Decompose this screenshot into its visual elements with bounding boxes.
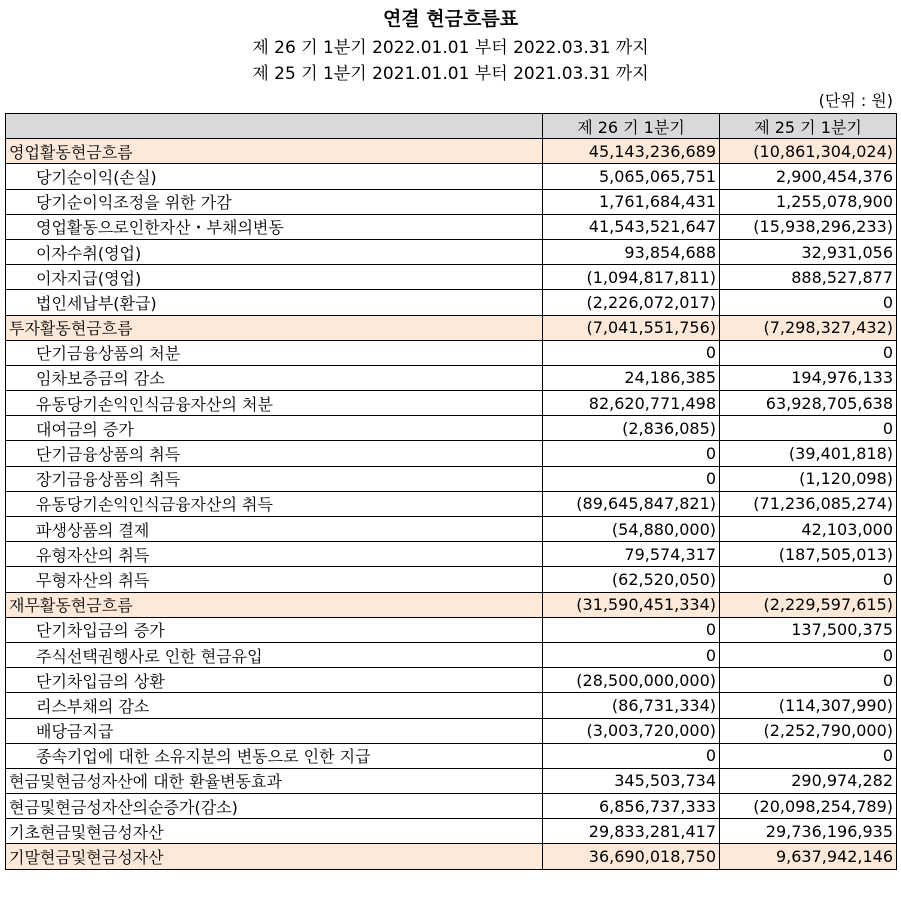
table-row	[6, 441, 897, 466]
value-current: (62,520,050)	[543, 567, 720, 592]
table-row	[6, 642, 897, 667]
value-prior: (39,401,818)	[720, 441, 897, 466]
table-row	[6, 164, 897, 189]
value-prior: 0	[720, 642, 897, 667]
value-current: (2,226,072,017)	[543, 290, 720, 315]
table-row	[6, 768, 897, 793]
row-label: 주식선택권행사로 인한 현금유입	[6, 642, 543, 667]
row-label: 단기금융상품의 처분	[6, 340, 543, 365]
table-row	[6, 340, 897, 365]
value-prior: (1,120,098)	[720, 466, 897, 491]
row-label: 대여금의 증가	[6, 416, 543, 441]
table-row	[6, 592, 897, 617]
value-current: 0	[543, 466, 720, 491]
row-label: 장기금융상품의 취득	[6, 466, 543, 491]
table-row	[6, 844, 897, 869]
value-current: 0	[543, 340, 720, 365]
table-row	[6, 290, 897, 315]
row-label: 기초현금및현금성자산	[6, 819, 543, 844]
row-label: 단기차입금의 상환	[6, 668, 543, 693]
row-label: 법인세납부(환급)	[6, 290, 543, 315]
table-row	[6, 743, 897, 768]
table-row	[6, 542, 897, 567]
table-row	[6, 315, 897, 340]
value-current: 79,574,317	[543, 542, 720, 567]
row-label: 당기순이익(손실)	[6, 164, 543, 189]
row-label: 무형자산의 취득	[6, 567, 543, 592]
row-label: 당기순이익조정을 위한 가감	[6, 189, 543, 214]
table-row	[6, 668, 897, 693]
value-prior: 9,637,942,146	[720, 844, 897, 869]
table-row	[6, 189, 897, 214]
value-current: (7,041,551,756)	[543, 315, 720, 340]
table-row	[6, 466, 897, 491]
row-label: 파생상품의 결제	[6, 517, 543, 542]
value-prior: (2,229,597,615)	[720, 592, 897, 617]
table-row	[6, 391, 897, 416]
cash-flow-table	[5, 113, 897, 870]
row-label: 이자지급(영업)	[6, 265, 543, 290]
table-row	[6, 693, 897, 718]
value-prior: 0	[720, 416, 897, 441]
value-current: (54,880,000)	[543, 517, 720, 542]
table-row	[6, 139, 897, 164]
value-prior: 29,736,196,935	[720, 819, 897, 844]
row-label: 리스부채의 감소	[6, 693, 543, 718]
row-label: 현금및현금성자산에 대한 환율변동효과	[6, 768, 543, 793]
value-prior: (10,861,304,024)	[720, 139, 897, 164]
value-prior: 32,931,056	[720, 239, 897, 264]
value-prior: (15,938,296,233)	[720, 214, 897, 239]
table-row	[6, 517, 897, 542]
value-current: 1,761,684,431	[543, 189, 720, 214]
value-prior: (7,298,327,432)	[720, 315, 897, 340]
value-current: (89,645,847,821)	[543, 491, 720, 516]
value-prior: 0	[720, 340, 897, 365]
period-prior: 제 25 기 1분기 2021.01.01 부터 2021.03.31 까지	[252, 64, 649, 84]
value-current: (3,003,720,000)	[543, 718, 720, 743]
row-label: 영업활동으로인한자산・부채의변동	[6, 214, 543, 239]
table-row	[6, 416, 897, 441]
value-prior: 0	[720, 668, 897, 693]
table-row	[6, 819, 897, 844]
table-row	[6, 265, 897, 290]
value-current: 5,065,065,751	[543, 164, 720, 189]
value-prior: 2,900,454,376	[720, 164, 897, 189]
value-current: 93,854,688	[543, 239, 720, 264]
value-current: 345,503,734	[543, 768, 720, 793]
value-prior: 63,928,705,638	[720, 391, 897, 416]
row-label: 단기금융상품의 취득	[6, 441, 543, 466]
header-row	[6, 114, 897, 139]
value-prior: 0	[720, 743, 897, 768]
row-label: 이자수취(영업)	[6, 239, 543, 264]
value-prior: (71,236,085,274)	[720, 491, 897, 516]
value-current: (31,590,451,334)	[543, 592, 720, 617]
row-label: 임차보증금의 감소	[6, 365, 543, 390]
value-current: (86,731,334)	[543, 693, 720, 718]
value-prior: 1,255,078,900	[720, 189, 897, 214]
value-current: 36,690,018,750	[543, 844, 720, 869]
table-row	[6, 365, 897, 390]
row-label: 유동당기손익인식금융자산의 처분	[6, 391, 543, 416]
table-row	[6, 567, 897, 592]
row-label: 종속기업에 대한 소유지분의 변동으로 인한 지급	[6, 743, 543, 768]
table-row	[6, 617, 897, 642]
header-current: 제 26 기 1분기	[543, 114, 720, 139]
value-prior: (114,307,990)	[720, 693, 897, 718]
value-prior: 137,500,375	[720, 617, 897, 642]
value-current: (28,500,000,000)	[543, 668, 720, 693]
row-label: 유동당기손익인식금융자산의 취득	[6, 491, 543, 516]
header-label	[6, 114, 543, 139]
table-row	[6, 794, 897, 819]
value-current: 82,620,771,498	[543, 391, 720, 416]
value-prior: 888,527,877	[720, 265, 897, 290]
period-current: 제 26 기 1분기 2022.01.01 부터 2022.03.31 까지	[252, 38, 649, 58]
value-prior: 42,103,000	[720, 517, 897, 542]
value-current: (2,836,085)	[543, 416, 720, 441]
value-prior: 194,976,133	[720, 365, 897, 390]
value-current: 0	[543, 642, 720, 667]
page-title: 연결 현금흐름표	[382, 8, 519, 30]
value-prior: 290,974,282	[720, 768, 897, 793]
value-current: 0	[543, 617, 720, 642]
value-current: 24,186,385	[543, 365, 720, 390]
row-label: 단기차입금의 증가	[6, 617, 543, 642]
table-row	[6, 214, 897, 239]
value-current: 45,143,236,689	[543, 139, 720, 164]
value-prior: (2,252,790,000)	[720, 718, 897, 743]
row-label: 유형자산의 취득	[6, 542, 543, 567]
row-label: 기말현금및현금성자산	[6, 844, 543, 869]
row-label: 현금및현금성자산의순증가(감소)	[6, 794, 543, 819]
value-current: 0	[543, 743, 720, 768]
value-current: 29,833,281,417	[543, 819, 720, 844]
value-current: 6,856,737,333	[543, 794, 720, 819]
value-current: 0	[543, 441, 720, 466]
unit-label: (단위 : 원)	[818, 91, 893, 110]
value-prior: 0	[720, 567, 897, 592]
row-label: 배당금지급	[6, 718, 543, 743]
table-row	[6, 239, 897, 264]
value-current: (1,094,817,811)	[543, 265, 720, 290]
value-prior: (20,098,254,789)	[720, 794, 897, 819]
value-prior: 0	[720, 290, 897, 315]
value-prior: (187,505,013)	[720, 542, 897, 567]
table-row	[6, 491, 897, 516]
row-label: 재무활동현금흐름	[6, 592, 543, 617]
value-current: 41,543,521,647	[543, 214, 720, 239]
row-label: 투자활동현금흐름	[6, 315, 543, 340]
row-label: 영업활동현금흐름	[6, 139, 543, 164]
table-row	[6, 718, 897, 743]
header-prior: 제 25 기 1분기	[720, 114, 897, 139]
